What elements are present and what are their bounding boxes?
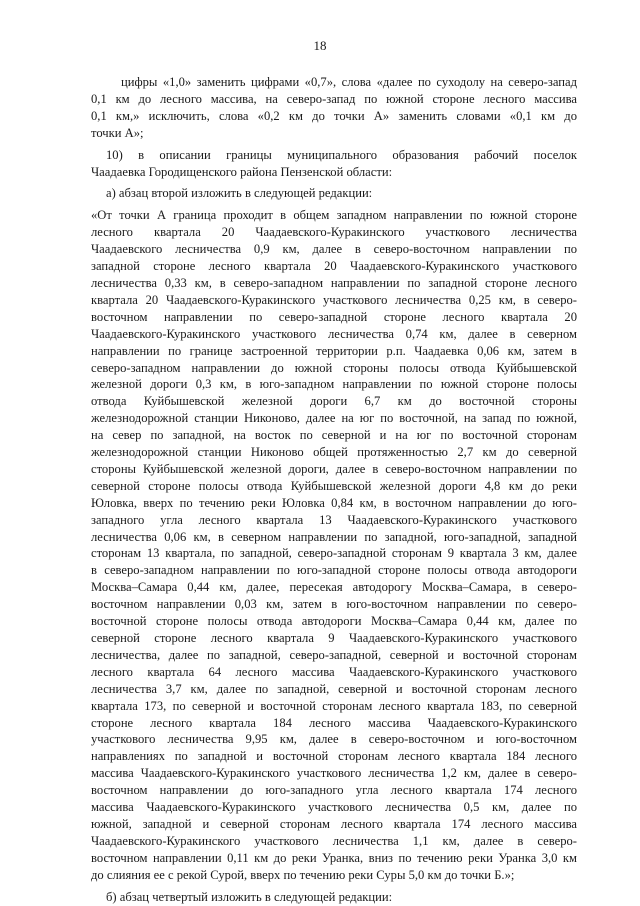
text-line: а) абзац второй изложить в следующей редакции:	[106, 186, 373, 201]
paragraph-item-10	[91, 147, 577, 181]
text-line: железнодорожной станции Никоново, далее на юг по восточной, на запад по южной,	[91, 411, 577, 426]
text-line: «От точки А граница проходит в общем западном направлении по южной стороне	[91, 208, 577, 223]
text-line: участкового лесничества 9,95 км, далее в северо-восточном и юго-восточном	[91, 732, 577, 747]
text-line: северной стороне полосы отвода Куйбышевской железной дороги 4,8 км до реки	[91, 478, 577, 493]
text-line: до слияния ее с рекой Сурой, вверх по течению реки Суры 5,0 км до точки Б.»;	[91, 867, 515, 882]
text-line: лесного квартала 64 лесного массива Чаадаевского-Куракинского участкового	[91, 664, 577, 679]
text-line: 10) в описании границы муниципального образования рабочий поселок	[106, 147, 577, 162]
text-line: Чаадаевского-Куракинского участкового лесничества 1,1 км, далее в северо-	[91, 833, 577, 848]
text-line: цифры «1,0» заменить цифрами «0,7», слова «далее по суходолу на северо-запад	[121, 75, 577, 89]
paragraph-digits-replacement	[91, 74, 577, 142]
text-line: массива Чаадаевского-Куракинского участкового лесничества 0,5 км, далее по	[91, 800, 577, 815]
text-line: Юловка, вверх по течению реки Юловка 0,84 км, в восточном направлении до юго-	[91, 495, 577, 510]
text-line: западной стороне лесного квартала 20 Чаадаевского-Куракинского участкового	[91, 259, 577, 274]
text-line: восточном направлении по северо-западной стороне лесного квартала 20	[91, 309, 577, 324]
page-number: 18	[313, 38, 327, 53]
text-line: отвода Куйбышевской железной дороги 6,7 км до восточной стороны	[91, 394, 577, 409]
text-line: железной дороги 0,3 км, в юго-западном направлении по южной стороне полосы	[91, 377, 577, 392]
text-line: южной, западной и северной сторонам лесного квартала 174 лесного массива	[91, 816, 577, 831]
text-line: железнодорожной станции Никоново общей протяженностью 2,7 км до северной	[91, 445, 577, 460]
text-line: восточном направлении 0,03 км, затем в юго-восточном направлении по северо-	[91, 597, 577, 612]
text-line: в северо-западном направлении по юго-западной стороне полосы отвода автодороги	[91, 563, 577, 578]
text-line: восточном направлении до юго-западного угла лесного квартала 174 лесного	[91, 783, 577, 798]
text-line: квартала 20 Чаадаевского-Куракинского участкового лесничества 0,25 км, в северо-	[91, 292, 577, 307]
text-line: стороне лесного квартала 184 лесного массива Чаадаевского-Куракинского	[91, 715, 577, 730]
text-line: массива Чаадаевского-Куракинского участкового лесничества 1,2 км, далее в северо-	[91, 766, 577, 781]
text-line: б) абзац четвертый изложить в следующей редакции:	[106, 889, 393, 904]
text-line: лесничества 0,33 км, в северо-западном направлении по западной стороне лесного	[91, 275, 577, 290]
text-line: лесничества 0,06 км, в северном направлении по западной, юго-западной, западной	[91, 529, 577, 544]
text-line: Чаадаевского лесничества 0,9 км, далее в северо-восточном направлении по	[91, 242, 577, 257]
text-line: лесничества 3,7 км, далее по западной, северной и восточной сторонам лесного	[91, 681, 577, 696]
text-line: северо-западном направлении до южной стороны полосы отвода Куйбышевской	[91, 360, 577, 375]
text-line: точки А»;	[91, 125, 144, 140]
text-line: Чаадаевского-Куракинского участкового лесничества 0,74 км, далее в северном	[91, 326, 577, 341]
text-line: западного угла лесного квартала 13 Чаадаевского-Куракинского участкового	[91, 512, 577, 527]
text-line: на север по западной, на восток по северной и на юг по восточной сторонам	[91, 428, 577, 443]
text-line: восточной стороне полосы отвода автодороги Москва–Самара 0,44 км, далее по	[91, 614, 577, 629]
text-line: 0,1 км до лесного массива, на северо-запад по южной стороне лесного массива	[91, 91, 577, 106]
document-body	[91, 74, 577, 906]
text-line: лесничества, далее по западной, северо-западной, северной и восточной сторонам	[91, 647, 577, 662]
text-line: направлении по границе застроенной территории р.п. Чаадаевка 0,06 км, затем в	[91, 343, 577, 358]
text-line: стороны Куйбышевской железной дороги, далее в северо-восточном направлении по	[91, 461, 577, 476]
paragraph-subitem-b	[91, 889, 577, 906]
text-line: сторонам 13 квартала, по западной, северо-западной сторонам 9 квартала 3 км, далее	[91, 546, 577, 561]
text-line: Москва–Самара 0,44 км, далее, пересекая автодорогу Москва–Самара, в северо-	[91, 580, 577, 595]
paragraph-boundary-description	[91, 207, 577, 883]
text-line: 0,1 км,» исключить, слова «0,2 км до точки А» заменить словами «0,1 км до	[91, 108, 577, 123]
text-line: лесного квартала 20 Чаадаевского-Куракинского участкового лесничества	[91, 225, 577, 240]
text-line: Чаадаевка Городищенского района Пензенской области:	[91, 164, 393, 179]
text-line: направлениях по западной и восточной сторонам лесного квартала 184 лесного	[91, 749, 577, 764]
text-line: северной стороне лесного квартала 9 Чаадаевского-Куракинского участкового	[91, 631, 577, 645]
text-line: восточном направлении 0,11 км до реки Уранка, вниз по течению реки Уранка 3,0 км	[91, 850, 577, 865]
text-line: квартала 173, по северной и восточной сторонам лесного квартала 183, по северной	[91, 698, 577, 713]
paragraph-subitem-a	[91, 185, 577, 202]
